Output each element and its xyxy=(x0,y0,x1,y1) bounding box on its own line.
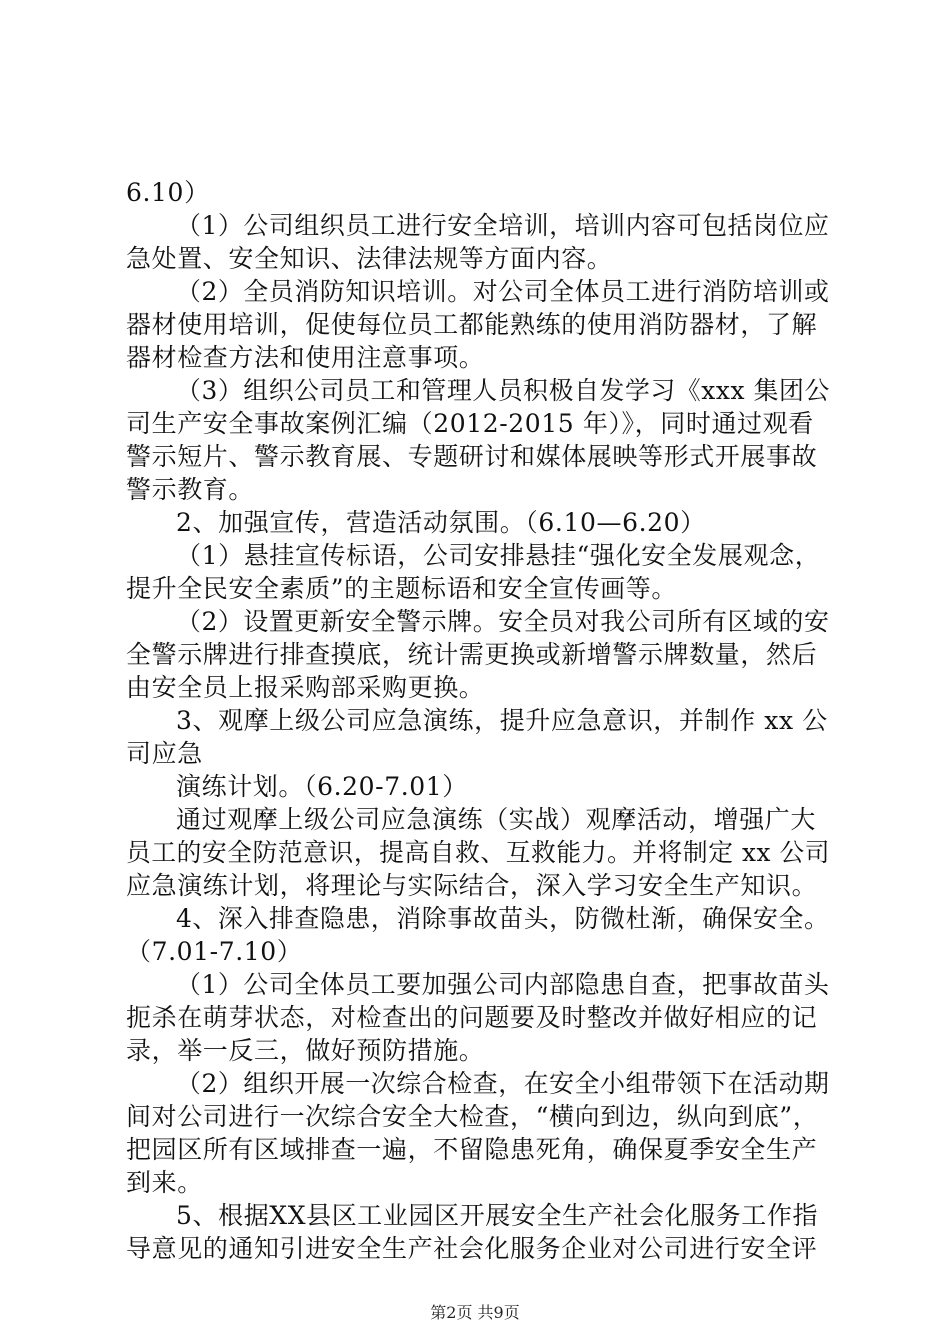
text-line: 间对公司进行一次综合安全大检查，“横向到边，纵向到底”， xyxy=(126,1102,819,1131)
section-heading: 3、观摩上级公司应急演练，提升应急意识，并制作 xx 公 xyxy=(176,706,828,735)
text-line: 到来。 xyxy=(126,1168,203,1197)
text-line: 由安全员上报采购部采购更换。 xyxy=(126,673,485,702)
section-heading: 2、加强宣传，营造活动氛围。（6.10—6.20） xyxy=(176,508,706,537)
text-line: 扼杀在萌芽状态，对检查出的问题要及时整改并做好相应的记 xyxy=(126,1003,818,1032)
text-line: 警示教育。 xyxy=(126,475,255,504)
text-line: 全警示牌进行排查摸底，统计需更换或新增警示牌数量，然后 xyxy=(126,640,818,669)
text-line: （1）悬挂宣传标语，公司安排悬挂“强化安全发展观念， xyxy=(176,541,821,570)
section-heading: 4、深入排查隐患，消除事故苗头，防微杜渐，确保安全。 xyxy=(176,904,830,933)
page-number: 第2页 共9页 xyxy=(430,1303,520,1322)
text-line: 司生产安全事故案例汇编（2012-2015 年）》，同时通过观看 xyxy=(126,409,814,438)
text-line: 应急演练计划，将理论与实际结合，深入学习安全生产知识。 xyxy=(126,871,818,900)
text-line: （1）公司全体员工要加强公司内部隐患自查，把事故苗头 xyxy=(176,970,830,999)
text-line: 司应急 xyxy=(126,739,203,768)
text-line: （1）公司组织员工进行安全培训，培训内容可包括岗位应 xyxy=(176,211,830,240)
text-line: 演练计划。（6.20-7.01） xyxy=(176,772,468,801)
section-heading: 5、根据XX县区工业园区开展安全生产社会化服务工作指 xyxy=(176,1201,819,1230)
text-line: 器材使用培训，促使每位员工都能熟练的使用消防器材，了解 xyxy=(126,310,818,339)
text-line: （2）设置更新安全警示牌。安全员对我公司所有区域的安 xyxy=(176,607,830,636)
text-line: （2）组织开展一次综合检查，在安全小组带领下在活动期 xyxy=(176,1069,830,1098)
text-line: 把园区所有区域排查一遍，不留隐患死角，确保夏季安全生产 xyxy=(126,1135,818,1164)
text-line: 提升全民安全素质”的主题标语和安全宣传画等。 xyxy=(126,574,677,603)
text-line: 警示短片、警示教育展、专题研讨和媒体展映等形式开展事故 xyxy=(126,442,818,471)
text-line: 导意见的通知引进安全生产社会化服务企业对公司进行安全评 xyxy=(126,1234,818,1263)
text-line: （3）组织公司员工和管理人员积极自发学习《xxx 集团公 xyxy=(176,376,830,405)
text-line: 急处置、安全知识、法律法规等方面内容。 xyxy=(126,244,613,273)
text-line: 通过观摩上级公司应急演练（实战）观摩活动，增强广大 xyxy=(176,805,817,834)
text-line: 录，举一反三，做好预防措施。 xyxy=(126,1036,485,1065)
text-line: 6.10） xyxy=(126,178,210,207)
text-line: （7.01-7.10） xyxy=(126,937,303,966)
text-line: （2）全员消防知识培训。对公司全体员工进行消防培训或 xyxy=(176,277,830,306)
text-line: 器材检查方法和使用注意事项。 xyxy=(126,343,485,372)
text-line: 员工的安全防范意识，提高自救、互救能力。并将制定 xx 公司 xyxy=(126,838,831,867)
